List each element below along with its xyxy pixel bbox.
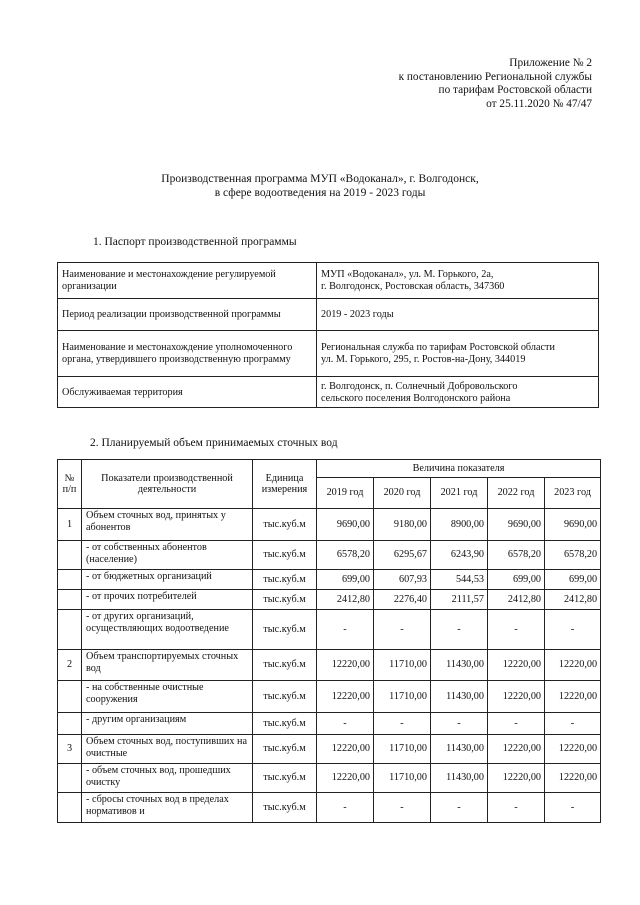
row-value: 607,93 bbox=[374, 570, 431, 590]
passport-value-line: МУП «Водоканал», ул. М. Горького, 2а, bbox=[321, 269, 494, 280]
row-value: 12220,00 bbox=[317, 681, 374, 713]
passport-value bbox=[317, 263, 599, 299]
row-value: 12220,00 bbox=[317, 735, 374, 764]
row-num: 1 bbox=[58, 509, 82, 541]
title-line: Производственная программа МУП «Водоканал», г. Волгодонск, bbox=[161, 173, 479, 185]
row-value: - bbox=[545, 713, 601, 735]
row-value: - bbox=[488, 793, 545, 823]
row-value: 699,00 bbox=[488, 570, 545, 590]
row-name: - от бюджетных организаций bbox=[82, 570, 253, 590]
row-num bbox=[58, 793, 82, 823]
row-num bbox=[58, 764, 82, 793]
row-value: 9690,00 bbox=[488, 509, 545, 541]
row-value: - bbox=[374, 793, 431, 823]
volume-table bbox=[57, 459, 601, 823]
row-value: 12220,00 bbox=[488, 735, 545, 764]
table-row bbox=[58, 681, 601, 713]
row-value: - bbox=[545, 793, 601, 823]
passport-value-line: г. Волгодонск, Ростовская область, 347360 bbox=[321, 281, 505, 292]
row-value: - bbox=[488, 610, 545, 650]
row-value: - bbox=[431, 793, 488, 823]
row-name: - на собственные очистные сооружения bbox=[82, 681, 253, 713]
row-value: 11430,00 bbox=[431, 764, 488, 793]
table-row bbox=[58, 764, 601, 793]
passport-row bbox=[58, 299, 599, 331]
row-value: 11710,00 bbox=[374, 681, 431, 713]
header-indicator: Показатели производственной деятельности bbox=[82, 460, 253, 509]
table-row bbox=[58, 610, 601, 650]
row-value: 2412,80 bbox=[317, 590, 374, 610]
row-value: 12220,00 bbox=[488, 764, 545, 793]
row-value: 11710,00 bbox=[374, 764, 431, 793]
table-row bbox=[58, 570, 601, 590]
passport-label: Наименование и местонахождение регулируемой организации bbox=[58, 263, 317, 299]
passport-row bbox=[58, 331, 599, 377]
table-row bbox=[58, 590, 601, 610]
row-value: 544,53 bbox=[431, 570, 488, 590]
row-unit: тыс.куб.м bbox=[253, 793, 317, 823]
row-num bbox=[58, 713, 82, 735]
row-unit: тыс.куб.м bbox=[253, 735, 317, 764]
header-year: 2023 год bbox=[545, 478, 601, 509]
table-row bbox=[58, 541, 601, 570]
row-unit: тыс.куб.м bbox=[253, 509, 317, 541]
row-name: Объем сточных вод, поступивших на очистные bbox=[82, 735, 253, 764]
row-name: - объем сточных вод, прошедших очистку bbox=[82, 764, 253, 793]
passport-value-line: Региональная служба по тарифам Ростовской области bbox=[321, 342, 555, 353]
header-year: 2019 год bbox=[317, 478, 374, 509]
row-value: - bbox=[431, 610, 488, 650]
passport-value bbox=[317, 299, 599, 331]
row-value: 12220,00 bbox=[545, 735, 601, 764]
row-name: - от собственных абонентов (население) bbox=[82, 541, 253, 570]
row-value: 9180,00 bbox=[374, 509, 431, 541]
document-title bbox=[0, 173, 640, 200]
row-num: 3 bbox=[58, 735, 82, 764]
passport-value-line: г. Волгодонск, п. Солнечный Добровольского bbox=[321, 380, 518, 392]
row-value: 12220,00 bbox=[545, 650, 601, 681]
row-value: 6578,20 bbox=[545, 541, 601, 570]
table-row bbox=[58, 713, 601, 735]
row-value: 9690,00 bbox=[317, 509, 374, 541]
row-unit: тыс.куб.м bbox=[253, 590, 317, 610]
row-name: - сбросы сточных вод в пределах нормативов и bbox=[82, 793, 253, 823]
row-value: 6578,20 bbox=[317, 541, 374, 570]
row-value: 12220,00 bbox=[488, 681, 545, 713]
passport-value-line: сельского поселения Волгодонского района bbox=[321, 392, 511, 404]
header-year: 2022 год bbox=[488, 478, 545, 509]
row-name: Объем транспортируемых сточных вод bbox=[82, 650, 253, 681]
header-value-group: Величина показателя bbox=[317, 460, 601, 478]
row-value: 699,00 bbox=[545, 570, 601, 590]
row-value: 11710,00 bbox=[374, 735, 431, 764]
row-name: Объем сточных вод, принятых у абонентов bbox=[82, 509, 253, 541]
row-value: 2412,80 bbox=[545, 590, 601, 610]
row-value: - bbox=[374, 713, 431, 735]
header-year: 2020 год bbox=[374, 478, 431, 509]
row-unit: тыс.куб.м bbox=[253, 713, 317, 735]
row-value: - bbox=[374, 610, 431, 650]
passport-label: Период реализации производственной программы bbox=[58, 299, 317, 331]
row-value: - bbox=[317, 713, 374, 735]
row-value: - bbox=[488, 713, 545, 735]
appendix-note bbox=[399, 57, 592, 111]
row-value: 12220,00 bbox=[545, 764, 601, 793]
title-line: в сфере водоотведения на 2019 - 2023 годы bbox=[214, 186, 426, 199]
row-value: - bbox=[431, 713, 488, 735]
row-value: 6295,67 bbox=[374, 541, 431, 570]
passport-label: Обслуживаемая территория bbox=[58, 377, 317, 408]
row-num bbox=[58, 590, 82, 610]
row-value: - bbox=[317, 793, 374, 823]
row-num bbox=[58, 570, 82, 590]
row-value: 11430,00 bbox=[431, 650, 488, 681]
row-value: 11430,00 bbox=[431, 681, 488, 713]
row-num bbox=[58, 541, 82, 570]
passport-table bbox=[57, 262, 599, 408]
section-heading-passport: 1. Паспорт производственной программы bbox=[93, 236, 297, 248]
passport-row bbox=[58, 377, 599, 408]
row-value: 11430,00 bbox=[431, 735, 488, 764]
table-row bbox=[58, 793, 601, 823]
passport-row bbox=[58, 263, 599, 299]
row-value: 12220,00 bbox=[317, 650, 374, 681]
row-num bbox=[58, 610, 82, 650]
row-unit: тыс.куб.м bbox=[253, 650, 317, 681]
row-value: 11710,00 bbox=[374, 650, 431, 681]
row-value: 2111,57 bbox=[431, 590, 488, 610]
passport-value bbox=[317, 331, 599, 377]
row-unit: тыс.куб.м bbox=[253, 764, 317, 793]
row-value: 2276,40 bbox=[374, 590, 431, 610]
row-name: - от прочих потребителей bbox=[82, 590, 253, 610]
row-value: 12220,00 bbox=[545, 681, 601, 713]
row-value: - bbox=[317, 610, 374, 650]
appendix-line: к постановлению Региональной службы bbox=[398, 70, 592, 83]
row-value: - bbox=[545, 610, 601, 650]
row-unit: тыс.куб.м bbox=[253, 681, 317, 713]
header-num: № п/п bbox=[58, 460, 82, 509]
passport-value bbox=[317, 377, 599, 408]
row-unit: тыс.куб.м bbox=[253, 610, 317, 650]
row-value: 8900,00 bbox=[431, 509, 488, 541]
row-value: 699,00 bbox=[317, 570, 374, 590]
passport-value-line: 2019 - 2023 годы bbox=[321, 309, 394, 320]
appendix-line: по тарифам Ростовской области bbox=[438, 84, 592, 96]
table-row bbox=[58, 650, 601, 681]
row-unit: тыс.куб.м bbox=[253, 570, 317, 590]
passport-label: Наименование и местонахождение уполномоченного органа, утвердившего производственную программу bbox=[58, 331, 317, 377]
row-value: 2412,80 bbox=[488, 590, 545, 610]
header-year: 2021 год bbox=[431, 478, 488, 509]
row-num: 2 bbox=[58, 650, 82, 681]
header-unit: Единица измерения bbox=[253, 460, 317, 509]
row-unit: тыс.куб.м bbox=[253, 541, 317, 570]
row-num bbox=[58, 681, 82, 713]
row-value: 12220,00 bbox=[317, 764, 374, 793]
passport-value-line: ул. М. Горького, 295, г. Ростов-на-Дону, 344019 bbox=[321, 354, 526, 365]
row-value: 6578,20 bbox=[488, 541, 545, 570]
section-heading-volume: 2. Планируемый объем принимаемых сточных вод bbox=[90, 437, 338, 449]
row-value: 9690,00 bbox=[545, 509, 601, 541]
row-value: 12220,00 bbox=[488, 650, 545, 681]
row-name: - другим организациям bbox=[82, 713, 253, 735]
table-row bbox=[58, 509, 601, 541]
appendix-line: от 25.11.2020 № 47/47 bbox=[486, 97, 592, 110]
row-value: 6243,90 bbox=[431, 541, 488, 570]
header-row bbox=[58, 460, 601, 478]
table-row bbox=[58, 735, 601, 764]
appendix-line: Приложение № 2 bbox=[509, 57, 592, 69]
row-name: - от других организаций, осуществляющих водоотведение bbox=[82, 610, 253, 650]
